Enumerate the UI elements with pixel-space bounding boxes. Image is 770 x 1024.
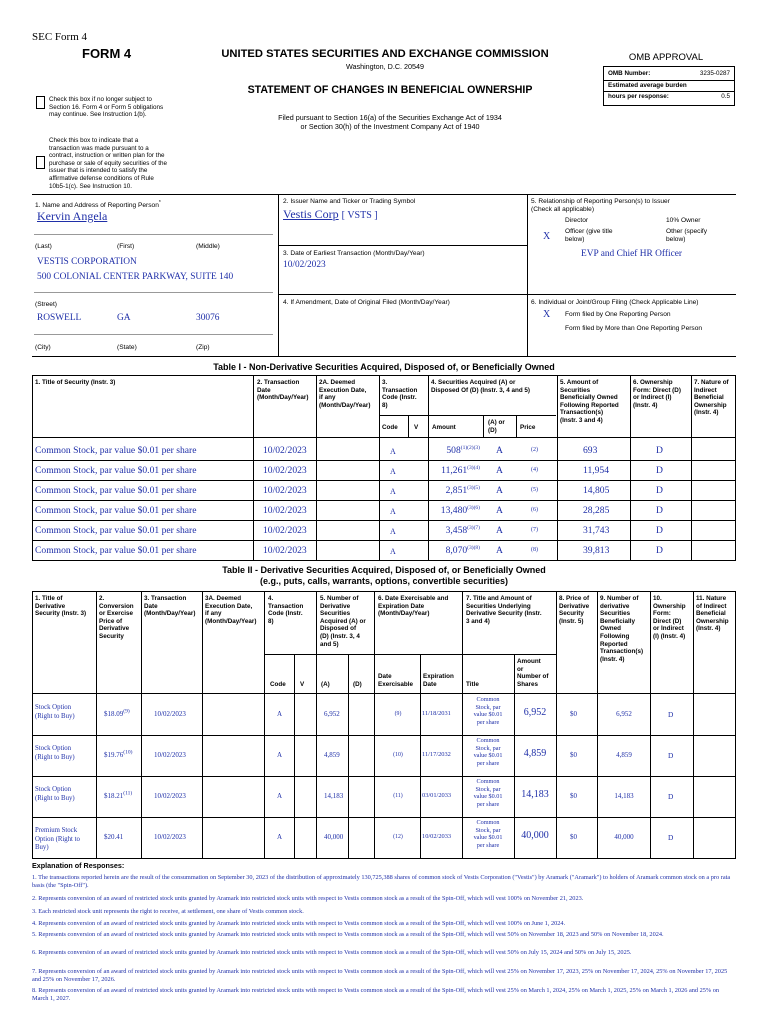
filing-check-mark[interactable]: X (543, 309, 551, 320)
earliest-transaction-date: 10/02/2023 (283, 260, 326, 270)
amount: $8,070^{(3)(8)}$ (445, 544, 480, 556)
table2-h3: 3. Transaction Date (Month/Day/Year) (144, 595, 196, 618)
acquired-amount: 14,183 (324, 792, 344, 800)
transaction-date: 10/02/2023 (154, 833, 186, 841)
footnote: 2. Represents conversion of an award of restricted stock units granted by Aramark into restricted stock units with respect to Vestis common stock as a result of the Spin-Off, which will vest 100% on November 21, 2023. (32, 895, 584, 902)
underlying-amount: 14,183 (521, 789, 549, 800)
acquired-amount: 40,000 (324, 833, 344, 841)
owned-following: 28,285 (583, 505, 610, 516)
transaction-code: A (390, 507, 396, 516)
table1-row (0, 520, 770, 540)
table2-sub-exercisable: Date Exercisable (378, 673, 414, 688)
derivative-title: Premium Stock Option (Right to Buy) (35, 827, 80, 851)
zip-label: (Zip) (196, 344, 210, 351)
street-label: (Street) (35, 301, 57, 308)
ownership-form: D (656, 525, 663, 536)
last-label: (Last) (35, 243, 52, 250)
transaction-code: A (277, 751, 283, 759)
amount: $508^{(1)(2)(3)}$ (446, 444, 480, 456)
table2-h5: 5. Number of Derivative Securities Acquired (A) or Disposed of (D) (Instr. 3, 4 and 5) (320, 595, 366, 648)
filing-label: 6. Individual or Joint/Group Filing (Check Applicable Line) (531, 299, 699, 306)
underlying-amount: 40,000 (521, 830, 549, 841)
footnote: 7. Represents conversion of an award of restricted stock units granted by Aramark into restricted stock units with respect to Vestis common stock as a result of the Spin-Off, which will vest 25% on November 17, 2023, 25% on November 17, 2024, 25% on November 17, 2025 and 25% on November 17, 2026. (32, 968, 728, 984)
ownership-form: D (656, 505, 663, 516)
conversion-price: $19.76$^{(10)}$ (104, 749, 133, 759)
conversion-price: $18.21$^{(11)}$ (104, 790, 133, 800)
derivative-price: $0 (570, 710, 577, 718)
derivative-title: Stock Option (Right to Buy) (35, 786, 75, 802)
address-line-2: 500 COLONIAL CENTER PARKWAY, SUITE 140 (37, 272, 234, 282)
table2-sub-amount: Amount or Number of Shares (517, 658, 549, 688)
ownership-form: D (668, 751, 674, 760)
omb-burden-label-1: Estimated average burden (608, 82, 687, 89)
expiration-date: 10/02/2033 (422, 833, 452, 840)
table2-h7: 7. Title and Amount of Securities Underlying Derivative Security (Instr. 3 and 4) (466, 595, 542, 625)
rule-10b5-1-text: Check this box to indicate that a transaction was made pursuant to a contract, instruction or written plan for the purchase or sale of equity securities of the issuer that is intended to satisfy the affirmative defense conditions of Rule 10b5-1(c). See Instruction 10. (49, 137, 167, 190)
table1-sub-amount: Amount (432, 424, 456, 431)
date-exercisable: (10) (393, 752, 403, 758)
officer-title: EVP and Chief HR Officer (581, 249, 683, 259)
amount: $2,851^{(3)(5)}$ (445, 484, 480, 496)
issuer-name-link[interactable]: Vestis Corp (283, 207, 339, 221)
amount: $11,261^{(3)(4)}$ (441, 464, 480, 476)
statement-title: STATEMENT OF CHANGES IN BENEFICIAL OWNERSHIP (247, 84, 533, 96)
commission-title: UNITED STATES SECURITIES AND EXCHANGE COMMISSION (221, 48, 549, 60)
acquired-disposed: A (496, 445, 503, 456)
table1-row (0, 460, 770, 480)
filed-pursuant-2: or Section 30(h) of the Investment Company Act of 1940 (300, 122, 480, 131)
ownership-form: D (656, 465, 663, 476)
table1-sub-a-or-d: (A) or (D) (488, 419, 505, 434)
table2-h2: 2. Conversion or Exercise Price of Derivative Security (99, 595, 134, 640)
issuer-name-line (283, 207, 378, 222)
table2-h8: 8. Price of Derivative Security (Instr. 5) (559, 595, 590, 625)
table2-h11: 11. Nature of Indirect Beneficial Ownership (Instr. 4) (696, 595, 729, 633)
table2-h4: 4. Transaction Code (Instr. 8) (268, 595, 304, 625)
table2-row (0, 817, 770, 858)
table2-row (0, 735, 770, 776)
table2-row (0, 694, 770, 735)
amount: $3,458^{(3)(7)}$ (445, 524, 480, 536)
price: (6) (531, 507, 538, 513)
omb-burden: 0.5 (721, 93, 730, 100)
table2-sub-code: Code (270, 681, 286, 688)
price: (5) (531, 487, 538, 493)
transaction-code: A (390, 547, 396, 556)
other-option: Other (specify below) (666, 228, 708, 243)
owned-following: 39,813 (583, 545, 610, 556)
underlying-amount: 6,952 (523, 707, 547, 718)
conversion-price: $20.41 (104, 833, 124, 841)
derivative-title: Stock Option (Right to Buy) (35, 745, 75, 761)
table1-row (0, 500, 770, 520)
zip-value: 30076 (196, 313, 220, 323)
underlying-title: Common Stock, par value $0.01 per share (473, 696, 503, 726)
transaction-code: A (390, 527, 396, 536)
table1-h2: 2. Transaction Date (Month/Day/Year) (257, 379, 309, 402)
table2-sub-d: (D) (353, 681, 362, 688)
transaction-code: A (277, 710, 283, 718)
underlying-title: Common Stock, par value $0.01 per share (473, 819, 503, 849)
owned-following: 693 (583, 445, 598, 456)
expiration-date: 11/17/2032 (422, 751, 451, 758)
table2-h6: 6. Date Exercisable and Expiration Date (Month/Day/Year) (378, 595, 449, 618)
owned-following: 14,183 (614, 792, 634, 800)
date-exercisable: (12) (393, 834, 403, 840)
footnote: 1. The transactions reported herein are the result of the consummation on September 30, 2023 of the distribution of approximately 130,725,388 shares of common stock of Vestis Corporation ("Vestis") by Aramark ("Aramark") to holders of Aramark common stock on a pro rata basis (the "Spin-Off"). (32, 874, 731, 890)
footnote: 8. Represents conversion of an award of restricted stock units granted by Aramark into restricted stock units with respect to Vestis common stock as a result of the Spin-Off, which will vest 25% on March 1, 2024, 25% on March 1, 2025, 25% on March 1, 2026 and 25% on March 1, 2027. (32, 987, 720, 1003)
omb-number-label: OMB Number: (608, 70, 651, 77)
price: (8) (531, 547, 538, 553)
transaction-date: 10/02/2023 (154, 751, 186, 759)
ownership-form: D (656, 545, 663, 556)
acquired-disposed: A (496, 525, 503, 536)
table1-h7: 7. Nature of Indirect Beneficial Ownership (Instr. 4) (694, 379, 729, 417)
security-title: Common Stock, par value $0.01 per share (35, 545, 197, 556)
earliest-transaction-label: 3. Date of Earliest Transaction (Month/Day/Year) (283, 250, 425, 257)
owned-following: 31,743 (583, 525, 610, 536)
owned-following: 14,805 (583, 485, 610, 496)
underlying-amount: 4,859 (523, 748, 547, 759)
date-exercisable: (9) (394, 711, 402, 717)
transaction-date: 10/02/2023 (263, 485, 307, 496)
security-title: Common Stock, par value $0.01 per share (35, 445, 197, 456)
table1-row (0, 540, 770, 560)
table1-sub-v: V (414, 424, 419, 431)
omb-burden-label-2: hours per response: (608, 93, 669, 100)
footnote: 5. Represents conversion of an award of restricted stock units granted by Aramark into restricted stock units with respect to Vestis common stock as a result of the Spin-Off, which will vest 50% on November 18, 2023 and 50% on November 18, 2024. (32, 931, 664, 938)
first-label: (First) (117, 243, 135, 250)
omb-box (603, 66, 735, 106)
commission-location: Washington, D.C. 20549 (345, 62, 425, 71)
transaction-code: A (390, 487, 396, 496)
table2-sub-v: V (300, 681, 305, 688)
acquired-disposed: A (496, 505, 503, 516)
transaction-date: 10/02/2023 (263, 445, 307, 456)
table1-sub-code: Code (382, 424, 398, 431)
table1-row (0, 480, 770, 500)
table2-title: Table II - Derivative Securities Acquired, Disposed of, or Beneficially Owned (e.g., puts, calls, warrants, options, convertible securities) (222, 565, 546, 586)
derivative-title: Stock Option (Right to Buy) (35, 704, 75, 720)
underlying-title: Common Stock, par value $0.01 per share (473, 778, 503, 808)
sec-form-label: SEC Form 4 (32, 31, 88, 43)
table1-h4: 4. Securities Acquired (A) or Disposed Of (D) (Instr. 3, 4 and 5) (431, 379, 531, 394)
table1-title: Table I - Non-Derivative Securities Acquired, Disposed of, or Beneficially Owned (213, 362, 555, 372)
address-line-1: VESTIS CORPORATION (37, 257, 137, 267)
ownership-form: D (656, 445, 663, 456)
ownership-form: D (656, 485, 663, 496)
transaction-date: 10/02/2023 (154, 792, 186, 800)
table1-sub-price: Price (520, 424, 536, 431)
derivative-price: $0 (570, 792, 577, 800)
acquired-disposed: A (496, 465, 503, 476)
middle-label: (Middle) (196, 243, 220, 250)
table1-h5: 5. Amount of Securities Beneficially Owned Following Reported Transaction(s) (Instr. 3 and 4) (560, 379, 619, 424)
expiration-date: 03/01/2033 (422, 792, 452, 799)
transaction-code: A (277, 792, 283, 800)
derivative-price: $0 (570, 751, 577, 759)
omb-approval-title: OMB APPROVAL (628, 52, 704, 63)
security-title: Common Stock, par value $0.01 per share (35, 505, 197, 516)
transaction-date: 10/02/2023 (154, 710, 186, 718)
form-name: FORM 4 (82, 46, 132, 61)
ownership-form: D (668, 792, 674, 801)
table1-h2a: 2A. Deemed Execution Date, if any (Month/Day/Year) (319, 379, 371, 409)
transaction-date: 10/02/2023 (263, 465, 307, 476)
issuer-label: 2. Issuer Name and Ticker or Trading Symbol (283, 198, 416, 205)
transaction-code: A (390, 447, 396, 456)
issuer-ticker: [ VSTS ] (341, 210, 378, 221)
underlying-title: Common Stock, par value $0.01 per share (473, 737, 503, 767)
security-title: Common Stock, par value $0.01 per share (35, 525, 197, 536)
table2-sub-title: Title (466, 681, 479, 688)
table2-h10: 10. Ownership Form: Direct (D) or Indirect (I) (Instr. 4) (653, 595, 686, 640)
date-exercisable: (11) (393, 793, 403, 799)
city-label: (City) (35, 344, 51, 351)
table1-h3: 3. Transaction Code (Instr. 8) (382, 379, 418, 409)
table2-sub-expiration: Expiration Date (423, 673, 454, 688)
transaction-code: A (277, 833, 283, 841)
amount: $13,480^{(3)(6)}$ (440, 504, 480, 516)
expiration-date: 11/18/2031 (422, 710, 451, 717)
ten-percent-owner-option: 10% Owner (666, 217, 701, 224)
conversion-price: $18.09$^{(9)}$ (104, 708, 130, 718)
reporting-person-name[interactable]: Kervin Angela (37, 209, 108, 223)
price: (7) (531, 527, 538, 533)
rule-10b5-1-checkbox[interactable] (36, 156, 45, 169)
security-title: Common Stock, par value $0.01 per share (35, 465, 197, 476)
owned-following: 6,952 (616, 710, 632, 718)
transaction-date: 10/02/2023 (263, 525, 307, 536)
table2-sub-a: (A) (321, 681, 330, 688)
transaction-date: 10/02/2023 (263, 545, 307, 556)
footnote: 6. Represents conversion of an award of restricted stock units granted by Aramark into restricted stock units with respect to Vestis common stock as a result of the Spin-Off, which will vest 50% on July 15, 2024 and 50% on July 15, 2025. (32, 949, 632, 956)
table1-h1: 1. Title of Security (Instr. 3) (35, 379, 116, 386)
table2-h3a: 3A. Deemed Execution Date, if any (Month/Day/Year) (205, 595, 257, 625)
acquired-disposed: A (496, 485, 503, 496)
director-option: Director (565, 217, 589, 224)
officer-check-mark[interactable]: X (543, 231, 551, 242)
no-longer-subject-checkbox[interactable] (36, 96, 45, 109)
acquired-amount: 6,952 (324, 710, 340, 718)
table2-row (0, 776, 770, 817)
state-label: (State) (117, 344, 137, 351)
officer-option: Officer (give title below) (565, 228, 613, 243)
filed-pursuant-1: Filed pursuant to Section 16(a) of the Securities Exchange Act of 1934 (278, 113, 502, 122)
ownership-form: D (668, 710, 674, 719)
filing-more-persons: Form filed by More than One Reporting Person (565, 325, 703, 332)
table2-h1: 1. Title of Derivative Security (Instr. 3) (35, 595, 87, 618)
price: (2) (531, 447, 538, 453)
state-value: GA (117, 313, 131, 323)
price: (4) (531, 467, 538, 473)
security-title: Common Stock, par value $0.01 per share (35, 485, 197, 496)
no-longer-subject-text: Check this box if no longer subject to Section 16. Form 4 or Form 5 obligations may continue. See Instruction 1(b). (49, 96, 164, 119)
city-value: ROSWELL (37, 313, 82, 323)
omb-number: 3235-0287 (699, 70, 730, 77)
amendment-label: 4. If Amendment, Date of Original Filed (Month/Day/Year) (283, 299, 450, 306)
transaction-code: A (390, 467, 396, 476)
footnote: 4. Represents conversion of an award of restricted stock units granted by Aramark into restricted stock units with respect to Vestis common stock as a result of the Spin-Off, which will vest 100% on June 1, 2024. (32, 920, 566, 927)
owned-following: 40,000 (614, 833, 634, 841)
row-divider (32, 560, 736, 561)
footnote: 3. Each restricted stock unit represents the right to receive, at settlement, one share of Vestis common stock. (32, 908, 304, 915)
acquired-disposed: A (496, 545, 503, 556)
reporting-person-label: 1. Name and Address of Reporting Person* (35, 200, 161, 210)
table1-h6: 6. Ownership Form: Direct (D) or Indirect (I) (Instr. 4) (633, 379, 681, 409)
transaction-date: 10/02/2023 (263, 505, 307, 516)
table1-row (0, 440, 770, 460)
derivative-price: $0 (570, 833, 577, 841)
owned-following: 11,954 (583, 465, 610, 476)
table2-h9: 9. Number of derivative Securities Beneficially Owned Following Reported Transaction(s) (Instr. 4) (600, 595, 644, 663)
ownership-form: D (668, 833, 674, 842)
explanation-title: Explanation of Responses: (32, 861, 125, 870)
owned-following: 4,859 (616, 751, 632, 759)
acquired-amount: 4,859 (324, 751, 340, 759)
filing-one-person: Form filed by One Reporting Person (565, 311, 671, 318)
relationship-label: 5. Relationship of Reporting Person(s) to Issuer (Check all applicable) (531, 198, 670, 213)
